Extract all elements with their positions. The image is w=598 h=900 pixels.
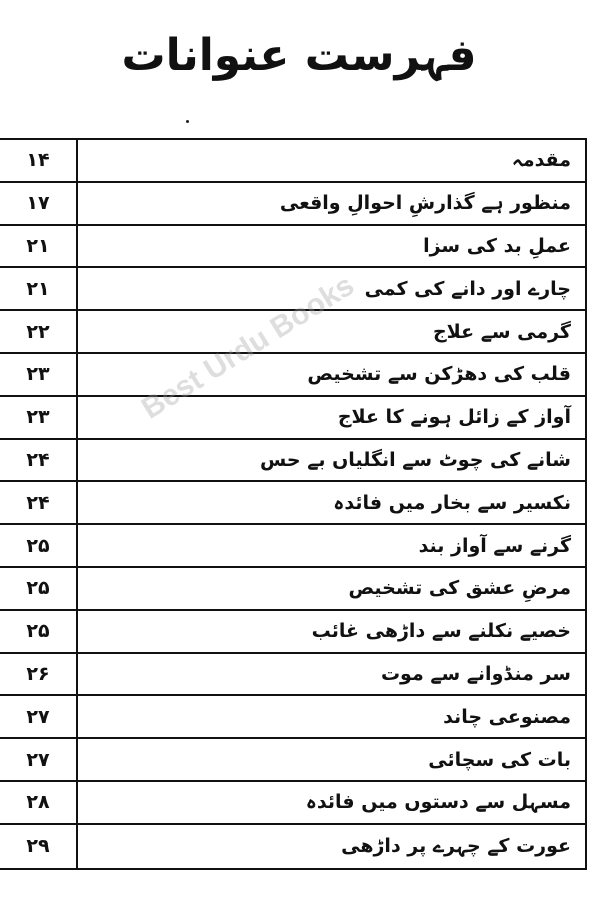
toc-topic: عملِ بد کی سزا [423,234,571,257]
toc-row [0,440,585,483]
toc-row [0,397,585,440]
toc-row [0,782,585,825]
toc-topic: عورت کے چہرے پر داڑھی [341,835,571,858]
watermark: Best Urdu Books [135,268,360,426]
toc-topic: بات کی سچائی [428,748,571,771]
toc-page-number: ۱۷ [0,183,78,224]
toc-page-number: ۲۵ [0,525,78,566]
toc-row [0,568,585,611]
toc-topic: مرضِ عشق کی تشخیص [348,577,571,600]
toc-page-number: ۲۴ [0,482,78,523]
toc-row [0,311,585,354]
table-of-contents [0,138,587,870]
toc-page-number: ۲۱ [0,226,78,267]
toc-topic: سر منڈوانے سے موت [380,662,571,685]
toc-row [0,268,585,311]
toc-page-number: ۱۴ [0,140,78,181]
toc-page-number: ۲۶ [0,654,78,695]
toc-row [0,183,585,226]
toc-row [0,482,585,525]
toc-topic: مسہل سے دستوں میں فائدہ [305,791,571,814]
toc-page-number: ۲۹ [0,825,78,868]
toc-topic: منظور ہے گذارشِ احوالِ واقعی [279,192,571,215]
toc-topic: آواز کے زائل ہونے کا علاج [337,406,571,429]
toc-row [0,739,585,782]
toc-row [0,654,585,697]
page-title: فہرست عنوانات [121,30,477,81]
stray-dot [186,120,189,123]
toc-topic: گرمی سے علاج [432,320,571,343]
toc-row [0,825,585,868]
toc-topic: گرنے سے آواز بند [418,534,571,557]
toc-topic: قلب کی دھڑکن سے تشخیص [307,363,571,386]
toc-page-number: ۲۸ [0,782,78,823]
toc-page-number: ۲۴ [0,440,78,481]
toc-topic: مقدمہ [511,149,571,172]
toc-page-number: ۲۷ [0,739,78,780]
toc-row [0,354,585,397]
toc-page-number: ۲۳ [0,354,78,395]
toc-topic: شانے کی چوٹ سے انگلیاں بے حس [260,448,571,471]
toc-row [0,696,585,739]
toc-page-number: ۲۵ [0,568,78,609]
toc-row [0,525,585,568]
toc-topic: مصنوعی چاند [443,705,571,728]
toc-row [0,140,585,183]
toc-page-number: ۲۱ [0,268,78,309]
toc-topic: نکسیر سے بخار میں فائدہ [333,491,571,514]
toc-page-number: ۲۵ [0,611,78,652]
toc-topic: خصیے نکلنے سے داڑھی غائب [311,620,571,643]
toc-topic: چارے اور دانے کی کمی [364,277,571,300]
toc-page-number: ۲۳ [0,397,78,438]
toc-row [0,226,585,269]
toc-page-number: ۲۲ [0,311,78,352]
toc-row [0,611,585,654]
toc-page-number: ۲۷ [0,696,78,737]
